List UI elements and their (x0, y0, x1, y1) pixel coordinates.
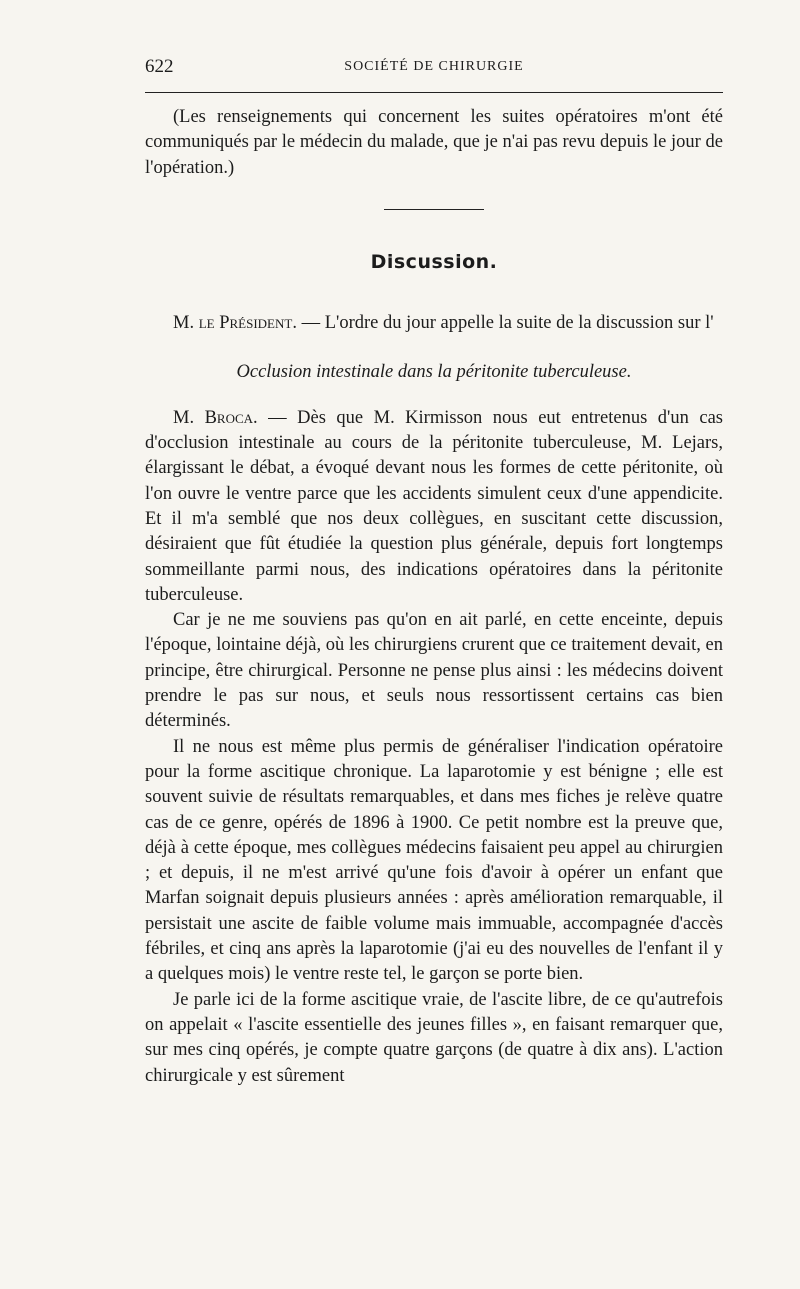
running-title: SOCIÉTÉ DE CHIRURGIE (344, 59, 524, 74)
paragraph: Car je ne me souviens pas qu'on en ait parlé, en cette enceinte, depuis l'époque, lointaine déjà, où les chirurgiens crurent que ce traitement devait, en principe, être chirurgical. Personne ne pense plus ainsi : les médecins doivent prendre le pas sur nous, et seuls nous ressortissent certains cas bien déterminés. (145, 610, 723, 732)
topic-title: Occlusion intestinale dans la péritonite tuberculeuse. (236, 362, 632, 383)
paragraph: Il ne nous est même plus permis de généraliser l'indication opératoire pour la forme ascitique chronique. La laparotomie y est bénigne ; elle est souvent suivie de résultats remarquables, et dans mes fiches je relève quatre cas de ce genre, opérés de 1896 à 1900. Ce petit nombre est la preuve que, déjà à cette époque, mes collègues médecins faisaient peu appel au chirurgien ; et depuis, il ne m'est arrivé qu'une fois d'avoir à opérer un enfant que Marfan soignait depuis plusieurs années : après amélioration remarquable, il persistait une ascite de faible volume mais immuable, accompagnée d'accès fébriles, et cinq ans après la laparotomie (j'ai eu des nouvelles de l'enfant il y a quelques mois) le ventre reste tel, le garçon se porte bien. (145, 736, 723, 985)
speaker-title: M. (173, 407, 195, 428)
header-rule (145, 92, 723, 93)
president-paragraph (145, 311, 723, 336)
speaker-title: M. (173, 313, 195, 334)
section-divider (384, 209, 484, 210)
page-body (145, 105, 723, 1089)
broca-text: — Dès que M. Kirmisson nous eut entretenus d'un cas d'occlusion intestinale au cours de la péritonite tuberculeuse, M. Lejars, élargissant le débat, a évoqué devant nous les formes de cette péritonite, où l'on ouvre le ventre parce que les accidents simulent ceux d'une appendicite. Et il m'a semblé que nos deux collègues, en suscitant cette discussion, désiraient que fût étudiée la question plus générale, depuis fort longtemps sommeillante parmi nous, des indications opératoires dans la péritonite tuberculeuse. (145, 407, 723, 605)
broca-paragraph (145, 406, 723, 608)
intro-note: (Les renseignements qui concernent les suites opératoires m'ont été communiqués par le médecin du malade, que je n'ai pas revu depuis le jour de l'opération.) (145, 107, 723, 178)
page-number: 622 (145, 56, 174, 77)
speaker-name: Broca. (204, 407, 258, 428)
page-header (145, 56, 723, 82)
speaker-name: le Président. (198, 313, 297, 334)
section-heading: Discussion. (370, 250, 498, 273)
president-text: — L'ordre du jour appelle la suite de la discussion sur l' (296, 313, 714, 334)
paragraph: Je parle ici de la forme ascitique vraie, de l'ascite libre, de ce qu'autrefois on appelait « l'ascite essentielle des jeunes filles », en faisant remarquer que, sur mes cinq opérés, je compte quatre garçons (de quatre à dix ans). L'action chirurgicale y est sûrement (145, 989, 723, 1086)
